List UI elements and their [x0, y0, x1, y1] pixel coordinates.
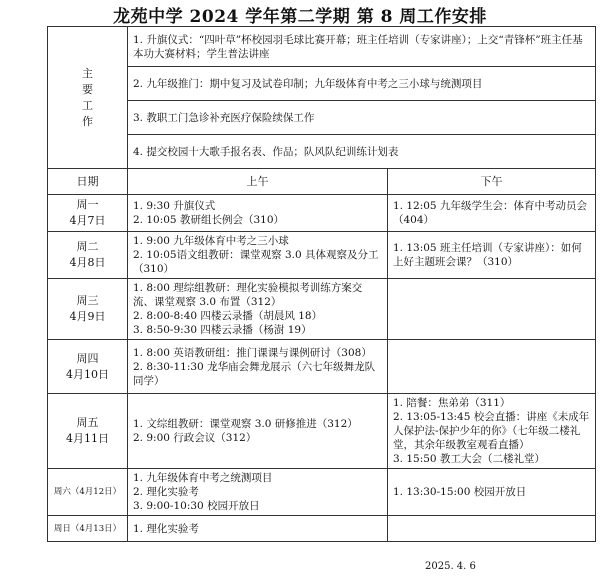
day-name: 周三: [76, 294, 99, 307]
page-title: 龙苑中学 2024 学年第二学期 第 8 周工作安排: [113, 7, 487, 27]
morning-item: 2. 理化实验考: [133, 486, 199, 498]
morning-cell: [128, 516, 388, 542]
morning-item: 2. 10:05 教研组长例会（310）: [133, 214, 284, 226]
afternoon-item: 2. 13:05-13:45 校会直播：讲座《未成年人保护法-保护少年的你》（七年级二楼礼堂，其余年级教室观看直播）: [393, 411, 590, 451]
day-cell: [48, 279, 128, 340]
afternoon-item: 1. 13:05 班主任培训（专家讲座）：如何上好主题班会课？（310）: [393, 242, 582, 268]
morning-cell: [128, 340, 388, 394]
morning-item: 2. 8:30-11:30 龙华庙会舞龙展示（六七年级舞龙队同学）: [133, 360, 376, 387]
afternoon-item: 1. 陪餐：焦弟弟（311）: [393, 397, 511, 409]
afternoon-item: 3. 15:50 教工大会（二楼礼堂）: [393, 453, 545, 465]
day-cell: [48, 469, 128, 516]
main-work-item: 3. 教职工门急诊补充医疗保险续保工作: [128, 101, 596, 135]
main-work-item: 4. 提交校园十大歌手报名表、作品；队风队纪训练计划表: [128, 135, 596, 169]
main-work-label: 主 要 工 作: [48, 27, 128, 169]
morning-item: 1. 8:00 理综组教研：理化实验模拟考训练方案交流、课堂观察 3.0 布置（312）: [133, 282, 363, 308]
day-row: [48, 516, 596, 542]
afternoon-item: 1. 12:05 九年级学生会：体育中考动员会（404）: [393, 200, 587, 226]
morning-item: 1. 文综组教研：课堂观察 3.0 研修推进（312）: [133, 418, 358, 430]
day-date: 4月9日: [69, 310, 106, 323]
day-name: 周五: [76, 416, 99, 429]
day-row: [48, 394, 596, 469]
footer-date: 2025. 4. 6: [425, 561, 476, 572]
day-row: [48, 469, 596, 516]
morning-item: 1. 8:00 英语教研组：推门课课与课例研讨（308）: [133, 346, 372, 359]
morning-item: 1. 理化实验考: [133, 522, 199, 535]
day-date: 4月11日: [66, 432, 109, 445]
afternoon-cell: [388, 279, 596, 340]
afternoon-cell: [388, 340, 596, 394]
header-date: 日期: [48, 169, 128, 195]
main-work-item: 2. 九年级推门：期中复习及试卷印制；九年级体育中考之三小球与统测项目: [128, 67, 596, 101]
header-morning: 上午: [128, 169, 388, 195]
morning-item: 1. 九年级体育中考之统测项目: [133, 472, 273, 484]
day-name: 周日（4月13日）: [53, 523, 122, 534]
day-row: [48, 279, 596, 340]
morning-item: 1. 9:00 九年级体育中考之三小球: [133, 235, 289, 247]
afternoon-cell: [388, 469, 596, 516]
morning-item: 2. 8:00-8:40 四楼云录播（胡晨风 18）: [133, 310, 323, 322]
day-cell: [48, 394, 128, 469]
afternoon-cell: [388, 394, 596, 469]
day-date: 4月10日: [66, 367, 109, 381]
afternoon-item: 1. 13:30-15:00 校园开放日: [393, 486, 527, 498]
afternoon-cell: [388, 195, 596, 232]
day-row: [48, 195, 596, 232]
day-name: 周二: [76, 240, 99, 253]
afternoon-cell: [388, 232, 596, 279]
day-name: 周四: [76, 351, 99, 365]
day-row: [48, 232, 596, 279]
day-date: 4月8日: [69, 256, 106, 269]
day-cell: [48, 195, 128, 232]
morning-item: 2. 10:05语文组教研：课堂观察 3.0 具体观察及分工（310）: [133, 249, 379, 275]
schedule-table: [47, 26, 596, 542]
main-work-item: 1. 升旗仪式：“四叶草”杯校园羽毛球比赛开幕；班主任培训（专家讲座）；上交“青锋杯”班主任基本功大赛材料；学生普法讲座: [128, 27, 596, 67]
morning-item: 2. 9:00 行政会议（312）: [133, 432, 257, 444]
morning-item: 3. 9:00-10:30 校园开放日: [133, 500, 260, 512]
day-name: 周六（4月12日）: [53, 487, 122, 497]
morning-cell: [128, 394, 388, 469]
morning-cell: [128, 232, 388, 279]
morning-cell: [128, 469, 388, 516]
day-cell: [48, 516, 128, 542]
morning-cell: [128, 195, 388, 232]
morning-cell: [128, 279, 388, 340]
morning-item: 1. 9:30 升旗仪式: [133, 200, 216, 212]
day-row: [48, 340, 596, 394]
day-cell: [48, 340, 128, 394]
day-cell: [48, 232, 128, 279]
day-name: 周一: [76, 198, 99, 211]
afternoon-cell: [388, 516, 596, 542]
morning-item: 3. 8:50-9:30 四楼云录播（杨澍 19）: [133, 324, 312, 336]
header-afternoon: 下午: [388, 169, 596, 195]
day-date: 4月7日: [69, 214, 106, 227]
